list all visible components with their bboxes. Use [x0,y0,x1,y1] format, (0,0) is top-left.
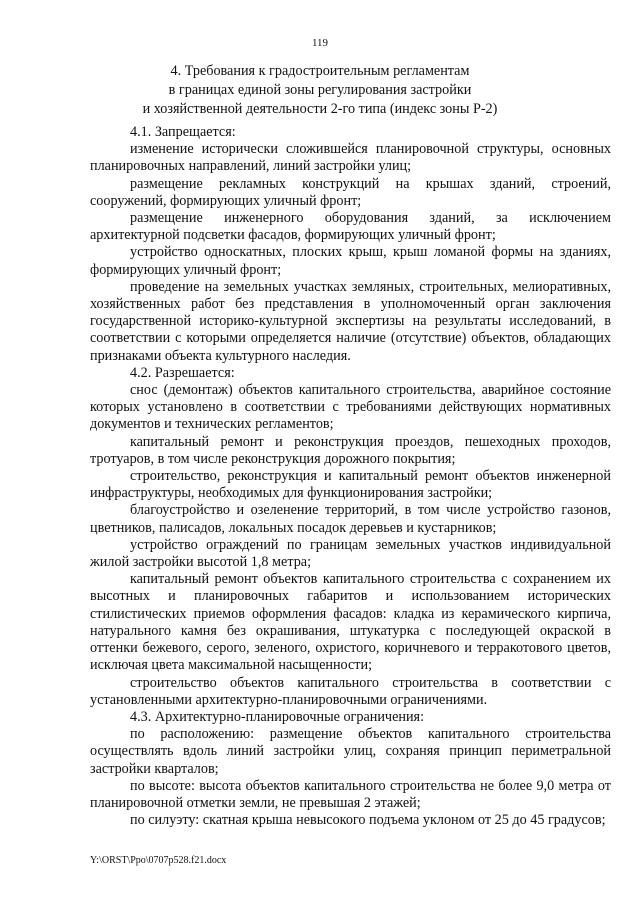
paragraph: размещение рекламных конструкций на крышах зданий, строений, сооружений, формирующих уличный фронт; [90,175,611,209]
document-body [90,124,611,829]
paragraph: строительство, реконструкция и капитальный ремонт объектов инженерной инфраструктуры, необходимых для функционирования застройки; [90,468,611,502]
heading-line: в границах единой зоны регулирования застройки [168,82,472,98]
page-number: 119 [311,37,329,49]
paragraph: размещение инженерного оборудования зданий, за исключением архитектурной подсветки фасадов, формирующих уличный фронт; [90,210,611,244]
paragraph: по высоте: высота объектов капитального строительства не более 9,0 метра от планировочной отметки земли, не превышая 2 этажей; [90,777,611,811]
heading-line: и хозяйственной деятельности 2-го типа (индекс зоны Р-2) [142,101,498,117]
paragraph: по расположению: размещение объектов капитального строительства осуществлять вдоль линий застройки улиц, сохраняя принцип периметральной застройки кварталов; [90,726,611,777]
paragraph: изменение исторически сложившейся планировочной структуры, основных планировочных направлений, линий застройки улиц; [90,141,611,175]
paragraph: капитальный ремонт объектов капитального строительства с сохранением их высотных и планировочных габаритов и использованием исторических стилистических приемов оформления фасадов: кладка из керамического кирпича, натурального камня без окрашивания, штукатурка с последующей окраской в оттенки бежевого, серого, зеленого, охристого, коричневого и терракотового цветов, исключая цвета максимальной насыщенности; [90,571,611,674]
paragraph: снос (демонтаж) объектов капитального строительства, аварийное состояние которых установлено в соответствии с требованиями действующих нормативных документов и технических регламентов; [90,382,611,433]
paragraph: капитальный ремонт и реконструкция проездов, пешеходных проходов, тротуаров, в том числе реконструкция дорожного покрытия; [90,433,611,467]
paragraph-clause-4-1: 4.1. Запрещается: [130,124,236,140]
paragraph: устройство односкатных, плоских крыш, крыш ломаной формы на зданиях, формирующих уличный фронт; [90,244,611,278]
paragraph: благоустройство и озеленение территорий, в том числе устройство газонов, цветников, палисадов, локальных посадок деревьев и кустарников; [90,502,611,536]
heading-line: 4. Требования к градостроительным регламентам [170,63,470,79]
paragraph-clause-4-2: 4.2. Разрешается: [130,364,235,381]
paragraph: проведение на земельных участках земляных, строительных, мелиоративных, хозяйственных работ без представления в уполномоченный орган заключения государственной историко-культурной экспертизы на результаты исследований, в соответствии с которыми определяется наличие (отсутствие) объектов, обладающих признаками объекта культурного наследия. [90,278,611,364]
paragraph: строительство объектов капитального строительства в соответствии с установленными архитектурно-планировочными ограничениями. [90,674,611,708]
section-heading [90,62,550,119]
paragraph: по силуэту: скатная крыша невысокого подъема уклоном от 25 до 45 градусов; [130,812,606,829]
paragraph-clause-4-3: 4.3. Архитектурно-планировочные ограничения: [130,708,425,725]
footer-file-path: Y:\ORST\Ppo\0707p528.f21.docx [90,855,227,866]
paragraph: устройство ограждений по границам земельных участков индивидуальной жилой застройки высотой 1,8 метра; [90,536,611,571]
